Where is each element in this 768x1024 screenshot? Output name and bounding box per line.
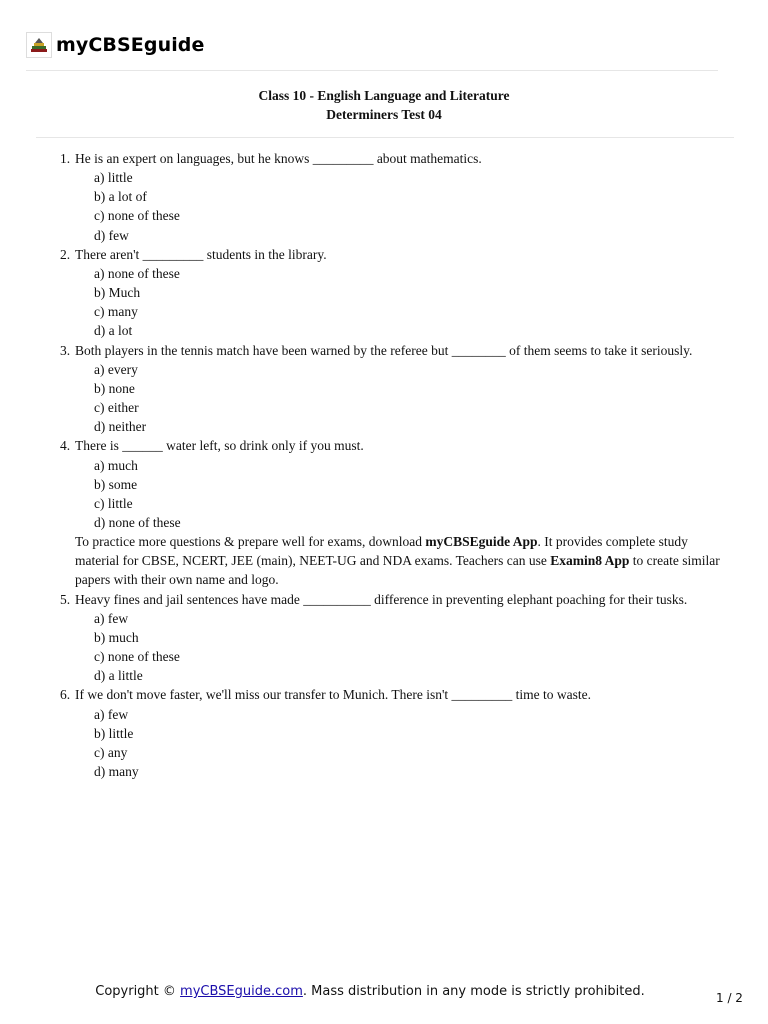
question-number: 5. bbox=[60, 591, 71, 607]
promo-text: material for CBSE, NCERT, JEE (main), NEET-UG and NDA exams. Teachers can use bbox=[75, 553, 551, 569]
option-a: a) few bbox=[94, 706, 129, 722]
promo-text: to create similar bbox=[629, 553, 720, 569]
question-number: 3. bbox=[60, 342, 71, 358]
option-b: b) some bbox=[94, 476, 138, 492]
promo-text: papers with their own name and logo. bbox=[75, 572, 279, 588]
option-b: b) a lot of bbox=[94, 189, 147, 205]
app-name-mycbseguide: myCBSEguide App bbox=[425, 534, 538, 550]
question-text: Heavy fines and jail sentences have made __________ difference in preventing elephant poaching for their tusks. bbox=[75, 591, 688, 607]
header bbox=[26, 32, 205, 58]
question-list bbox=[60, 149, 730, 781]
question-number: 2. bbox=[60, 246, 71, 262]
question-text: If we don't move faster, we'll miss our transfer to Munich. There isn't _________ time to waste. bbox=[75, 687, 592, 703]
option-b: b) none bbox=[94, 380, 135, 396]
question-number: 4. bbox=[60, 438, 71, 454]
option-d: d) a little bbox=[94, 668, 143, 684]
option-c: c) many bbox=[94, 304, 138, 320]
page-number: 1 / 2 bbox=[716, 991, 743, 1005]
question-4 bbox=[60, 436, 730, 532]
option-c: c) any bbox=[94, 744, 128, 760]
question-text: Both players in the tennis match have been warned by the referee but ________ of them seems to take it seriously. bbox=[75, 342, 693, 358]
page-title bbox=[0, 86, 768, 124]
question-number: 6. bbox=[60, 687, 71, 703]
title-divider bbox=[36, 137, 734, 138]
question-text: He is an expert on languages, but he knows _________ about mathematics. bbox=[75, 151, 482, 166]
footer-site-link[interactable]: myCBSEguide.com bbox=[180, 984, 303, 999]
title-line-1: Class 10 - English Language and Literature bbox=[258, 88, 510, 103]
option-a: a) little bbox=[94, 170, 133, 186]
option-d: d) a lot bbox=[94, 323, 133, 339]
footer bbox=[0, 984, 740, 999]
promo-text: To practice more questions & prepare well for exams, download bbox=[75, 534, 426, 550]
option-a: a) few bbox=[94, 610, 129, 626]
option-c: c) little bbox=[94, 495, 133, 511]
question-6 bbox=[60, 685, 730, 781]
option-b: b) much bbox=[94, 629, 139, 645]
question-text: There aren't _________ students in the library. bbox=[75, 246, 327, 262]
promo-text: . It provides complete study bbox=[537, 534, 688, 550]
question-1 bbox=[60, 149, 730, 245]
header-divider bbox=[26, 70, 718, 71]
copyright-prefix: Copyright © bbox=[95, 984, 181, 999]
question-2 bbox=[60, 245, 730, 341]
option-c: c) none of these bbox=[94, 649, 180, 665]
option-a: a) every bbox=[94, 361, 138, 377]
option-d: d) many bbox=[94, 764, 139, 779]
brand-name[interactable]: myCBSEguide bbox=[56, 34, 205, 56]
promo-paragraph bbox=[75, 532, 730, 589]
question-number: 1. bbox=[60, 151, 71, 166]
option-b: b) Much bbox=[94, 285, 141, 301]
title-line-2: Determiners Test 04 bbox=[326, 107, 442, 122]
option-c: c) none of these bbox=[94, 208, 180, 224]
option-b: b) little bbox=[94, 725, 134, 741]
option-d: d) few bbox=[94, 227, 129, 243]
option-d: d) none of these bbox=[94, 514, 181, 530]
question-text: There is ______ water left, so drink only if you must. bbox=[75, 438, 364, 454]
option-a: a) none of these bbox=[94, 265, 180, 281]
question-3 bbox=[60, 341, 730, 437]
option-c: c) either bbox=[94, 400, 139, 416]
question-5 bbox=[60, 590, 730, 686]
option-d: d) neither bbox=[94, 419, 147, 435]
book-stack-icon bbox=[26, 32, 52, 58]
option-a: a) much bbox=[94, 457, 138, 473]
copyright-suffix: . Mass distribution in any mode is strictly prohibited. bbox=[302, 984, 645, 999]
app-name-examin8: Examin8 App bbox=[550, 553, 630, 569]
